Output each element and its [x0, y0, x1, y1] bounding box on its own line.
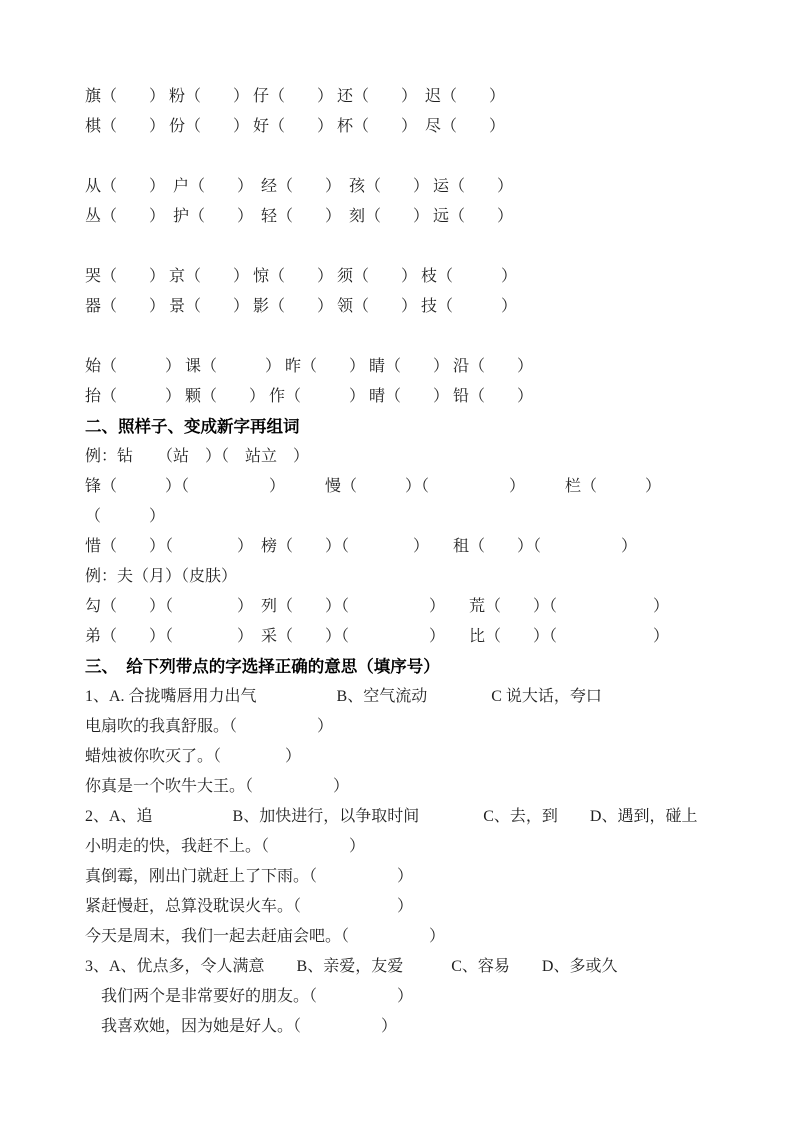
word-pair-row-8: 抬（ ） 颗（ ） 作（ ） 晴（ ） 铅（ ）	[85, 388, 534, 405]
q2-sentence-4: 今天是周末，我们一起去赶庙会吧。（ ）	[85, 928, 446, 945]
q2-sentence-1: 小明走的快，我赶不上。（ ）	[85, 838, 366, 855]
blank-line	[85, 142, 738, 172]
new-char-row-di: 弟（ ）（ ） 采（ ）（ ） 比（ ）（ ）	[85, 628, 670, 645]
worksheet-body	[85, 82, 738, 1042]
blank-line	[85, 322, 738, 352]
q3-sentence-2: 我喜欢她，因为她是好人。（ ）	[85, 1018, 398, 1035]
question-2-options: 2、A、追 B、加快进行，以争取时间 C、去，到 D、遇到，碰上	[85, 808, 698, 825]
word-pair-row-2: 棋（ ） 份（ ） 好（ ） 杯（ ） 尽（ ）	[85, 118, 506, 135]
word-pair-row-5: 哭（ ） 京（ ） 惊（ ） 须（ ） 枝（ ）	[85, 268, 518, 285]
section-two-example-1: 例：钻 （站 ）（ 站立 ）	[85, 448, 310, 465]
section-three-heading: 三、 给下列带点的字选择正确的意思（填序号）	[85, 657, 440, 676]
section-two-example-2: 例：夫（月）（皮肤）	[85, 568, 238, 585]
blank-line	[85, 232, 738, 262]
q3-sentence-1: 我们两个是非常要好的朋友。（ ）	[85, 988, 414, 1005]
word-pair-row-7: 始（ ） 课（ ） 昨（ ） 睛（ ） 沿（ ）	[85, 358, 534, 375]
new-char-row-xi: 惜（ ）（ ） 榜（ ）（ ） 租（ ）（ ）	[85, 538, 638, 555]
q1-sentence-1: 电扇吹的我真舒服。（ ）	[85, 718, 334, 735]
question-3-options: 3、A、优点多，令人满意 B、亲爱，友爱 C、容易 D、多或久	[85, 958, 618, 975]
q1-sentence-2: 蜡烛被你吹灭了。（ ）	[85, 748, 302, 765]
word-pair-row-1: 旗（ ） 粉（ ） 仔（ ） 还（ ） 迟（ ）	[85, 88, 506, 105]
new-char-row-feng-cont: （ ）	[85, 508, 166, 525]
q2-sentence-3: 紧赶慢赶，总算没耽误火车。（ ）	[85, 898, 414, 915]
section-two-heading: 二、照样子、变成新字再组词	[85, 417, 300, 436]
new-char-row-feng: 锋（ ）（ ） 慢（ ）（ ） 栏（ ）	[85, 478, 662, 495]
question-1-options: 1、A. 合拢嘴唇用力出气 B、空气流动 C 说大话，夸口	[85, 688, 602, 705]
word-pair-row-4: 丛（ ） 护（ ） 轻（ ） 刻（ ） 远（ ）	[85, 208, 514, 225]
q2-sentence-2: 真倒霉，刚出门就赶上了下雨。（ ）	[85, 868, 414, 885]
q1-sentence-3: 你真是一个吹牛大王。（ ）	[85, 778, 350, 795]
word-pair-row-3: 从（ ） 户（ ） 经（ ） 孩（ ） 运（ ）	[85, 178, 514, 195]
word-pair-row-6: 器（ ） 景（ ） 影（ ） 领（ ） 技（ ）	[85, 298, 518, 315]
new-char-row-gou: 勾（ ）（ ） 列（ ）（ ） 荒（ ）（ ）	[85, 598, 670, 615]
